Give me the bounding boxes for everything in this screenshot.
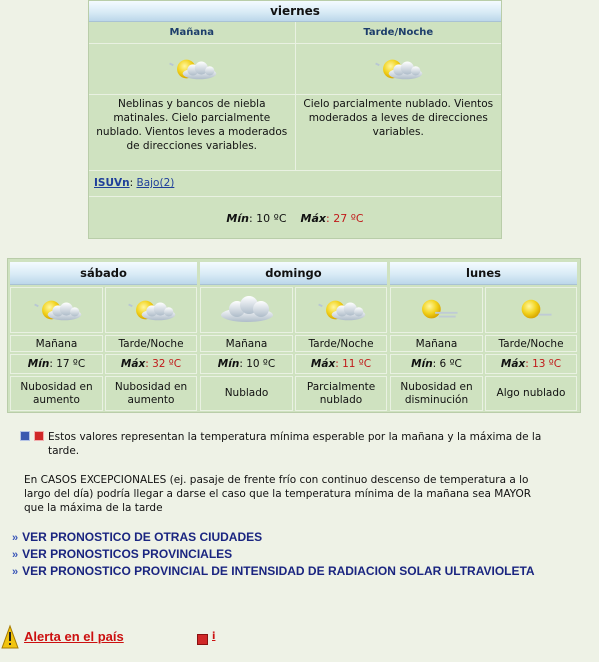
period-label: Mañana	[200, 335, 293, 352]
friday-morning-description: Neblinas y bancos de niebla matinales. Cielo parcialmente nublado. Vientos leves a moderados de direcciones variables.	[96, 98, 288, 152]
double-chevron-icon: »	[12, 549, 19, 561]
day-monday	[390, 262, 577, 285]
link-other-cities-text[interactable]: VER PRONOSTICO DE OTRAS CIUDADES	[22, 530, 263, 544]
friday-forecast-panel	[88, 0, 502, 239]
temp-max	[485, 354, 577, 374]
day-header: lunes	[390, 262, 577, 285]
friday-min-label: Mín	[226, 212, 249, 225]
partly-cloudy-icon	[313, 296, 369, 324]
link-uv-radiation-text[interactable]: VER PRONOSTICO PROVINCIAL DE INTENSIDAD DE RADIACION SOLAR ULTRAVIOLETA	[22, 564, 535, 578]
temp-value: : 6 ºC	[432, 358, 462, 370]
period-description: Nubosidad en aumento	[10, 376, 103, 411]
forecast-column	[105, 287, 197, 411]
temp-min	[10, 354, 103, 374]
forecast-column	[295, 287, 387, 411]
partly-cloudy-icon	[29, 296, 85, 324]
double-chevron-icon: »	[12, 532, 19, 544]
temp-value: : 17 ºC	[49, 358, 86, 370]
friday-max-label: Máx	[300, 212, 327, 225]
uv-level-link[interactable]: Bajo(2)	[136, 177, 175, 189]
day-saturday	[10, 262, 197, 285]
friday-min-value: : 10 ºC	[248, 212, 287, 225]
warning-icon	[0, 622, 20, 650]
isuvn-link[interactable]: ISUVn	[94, 177, 130, 189]
link-provincial-text[interactable]: VER PRONOSTICOS PROVINCIALES	[22, 547, 233, 561]
temp-min	[200, 354, 293, 374]
temp-value: : 32 ºC	[145, 358, 182, 370]
temp-label: Mín	[27, 358, 50, 370]
temp-value: : 10 ºC	[239, 358, 276, 370]
blue-square-icon	[20, 431, 30, 441]
sun-haze-icon	[409, 296, 465, 324]
red-square-icon	[34, 431, 44, 441]
temp-label: Máx	[120, 358, 146, 370]
day-sunday	[200, 262, 387, 285]
friday-max-value: : 27 ºC	[326, 212, 364, 225]
uv-index-row	[89, 171, 501, 197]
temp-label: Máx	[310, 358, 336, 370]
partly-cloudy-icon	[370, 55, 426, 83]
temp-min	[390, 354, 483, 374]
link-uv-radiation[interactable]	[12, 564, 535, 578]
legend-note: Estos valores representan la temperatura mínima esperable por la mañana y la máxima de la tarde.	[48, 431, 542, 457]
extended-forecast-panel	[7, 258, 581, 413]
temp-value: : 11 ºC	[335, 358, 372, 370]
link-other-cities[interactable]	[12, 530, 262, 544]
friday-minmax	[89, 197, 501, 225]
forecast-column	[485, 287, 577, 411]
day-header: sábado	[10, 262, 197, 285]
period-label: Tarde/Noche	[485, 335, 577, 352]
period-label: Tarde/Noche	[295, 335, 387, 352]
sun-icon	[503, 296, 559, 324]
temp-label: Máx	[500, 358, 526, 370]
cloudy-icon	[217, 295, 277, 325]
friday-morning-label: Mañana	[169, 27, 214, 38]
period-label: Mañana	[390, 335, 483, 352]
partly-cloudy-icon	[164, 55, 220, 83]
day-header: domingo	[200, 262, 387, 285]
exception-note: En CASOS EXCEPCIONALES (ej. pasaje de frente frío con continuo descenso de temperatura a lo largo del día) podría llegar a darse el caso que la temperatura mínima de la mañana sea MAYOR que la máxima de la tarde	[24, 474, 532, 514]
period-description: Nubosidad en aumento	[105, 376, 197, 411]
period-description: Parcialmente nublado	[295, 376, 387, 411]
temp-label: Mín	[411, 358, 433, 370]
temp-max	[105, 354, 197, 374]
temp-max	[295, 354, 387, 374]
play-icon[interactable]	[197, 634, 208, 645]
forecast-column	[390, 287, 483, 411]
alert-small-link[interactable]: i	[212, 631, 216, 642]
legend-color-icons	[20, 431, 44, 444]
temp-label: Mín	[217, 358, 240, 370]
period-description: Nublado	[200, 376, 293, 411]
partly-cloudy-icon	[123, 296, 179, 324]
friday-day-header: viernes	[89, 1, 501, 22]
alert-link[interactable]: Alerta en el país	[24, 629, 124, 644]
uv-separator: :	[129, 177, 134, 189]
double-chevron-icon: »	[12, 566, 19, 578]
link-provincial[interactable]	[12, 547, 232, 561]
period-label: Mañana	[10, 335, 103, 352]
forecast-column	[10, 287, 103, 411]
period-description: Nubosidad en disminución	[390, 376, 483, 411]
period-label: Tarde/Noche	[105, 335, 197, 352]
temp-value: : 13 ºC	[525, 358, 562, 370]
period-description: Algo nublado	[485, 376, 577, 411]
friday-afternoon-label: Tarde/Noche	[295, 22, 502, 43]
forecast-column	[200, 287, 293, 411]
friday-afternoon-description: Cielo parcialmente nublado. Vientos moderados a leves de direcciones variables.	[295, 95, 502, 170]
